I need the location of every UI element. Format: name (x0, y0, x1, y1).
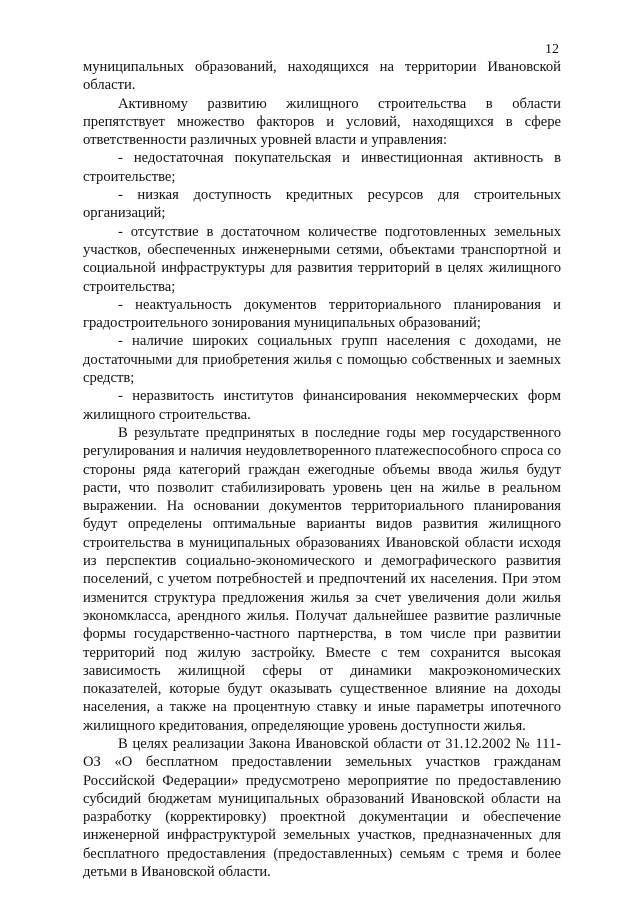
paragraph-results: В результате предпринятых в последние годы мер государственного регулирования и наличия неудовлетворенного платежеспособного спроса со стороны ряда категорий граждан ежегодные объемы ввода жилья будут расти, что позволит стабилизировать уровень цен на жилье в реальном выражении. На основании документов территориального планирования будут определены оптимальные варианты видов развития жилищного строительства в муниципальных образованиях Ивановской области исходя из перспектив социально-экономического и демографического развития поселений, с учетом потребностей и предпочтений их населения. При этом изменится структура предложения жилья за счет увеличения доли жилья экономкласса, арендного жилья. Получат дальнейшее развитие различные формы государственно-частного партнерства, в том числе при развитии территорий под жилую застройку. Вместе с тем сохранится высокая зависимость жилищной сферы от динамики макроэкономических показателей, которые будут оказывать существенное влияние на доходы населения, а также на процентную ставку и иные параметры ипотечного жилищного кредитования, определяющие уровень доступности жилья. (83, 424, 561, 734)
document-body (83, 58, 561, 881)
list-item-land-plots: - отсутствие в достаточном количестве подготовленных земельных участков, обеспеченных инженерными сетями, объектами транспортной и социальной инфраструктуры для развития территорий в целях жилищного строительства; (83, 223, 561, 295)
list-item-planning-documents: - неактуальность документов территориального планирования и градостроительного зонирования муниципальных образований; (83, 296, 561, 332)
paragraph-law-implementation: В целях реализации Закона Ивановской области от 31.12.2002 № 111-ОЗ «О бесплатном предоставлении земельных участков гражданам Российской Федерации» предусмотрено мероприятие по предоставлению субсидий бюджетам муниципальных образований Ивановской области на разработку (корректировку) проектной документации и обеспечение инженерной инфраструктурой земельных участков, предназначенных для бесплатного предоставления (предоставленных) семьям с тремя и более детьми в Ивановской области. (83, 735, 561, 881)
page-number: 12 (545, 42, 559, 57)
list-item-credit-availability: - низкая доступность кредитных ресурсов для строительных организаций; (83, 187, 561, 222)
list-item-social-groups: - наличие широких социальных групп населения с доходами, не достаточными для приобретения жилья с помощью собственных и заемных средств; (83, 333, 561, 387)
list-item-investment-activity: - недостаточная покупательская и инвестиционная активность в строительстве; (83, 150, 561, 185)
list-item-financing-institutions: - неразвитость институтов финансирования некоммерческих форм жилищного строительства. (83, 388, 561, 423)
paragraph-continuation: муниципальных образований, находящихся на территории Ивановской области. (83, 59, 561, 94)
paragraph-obstacles-intro: Активному развитию жилищного строительства в области препятствует множество факторов и условий, находящихся в сфере ответственности различных уровней власти и управления: (83, 95, 561, 149)
